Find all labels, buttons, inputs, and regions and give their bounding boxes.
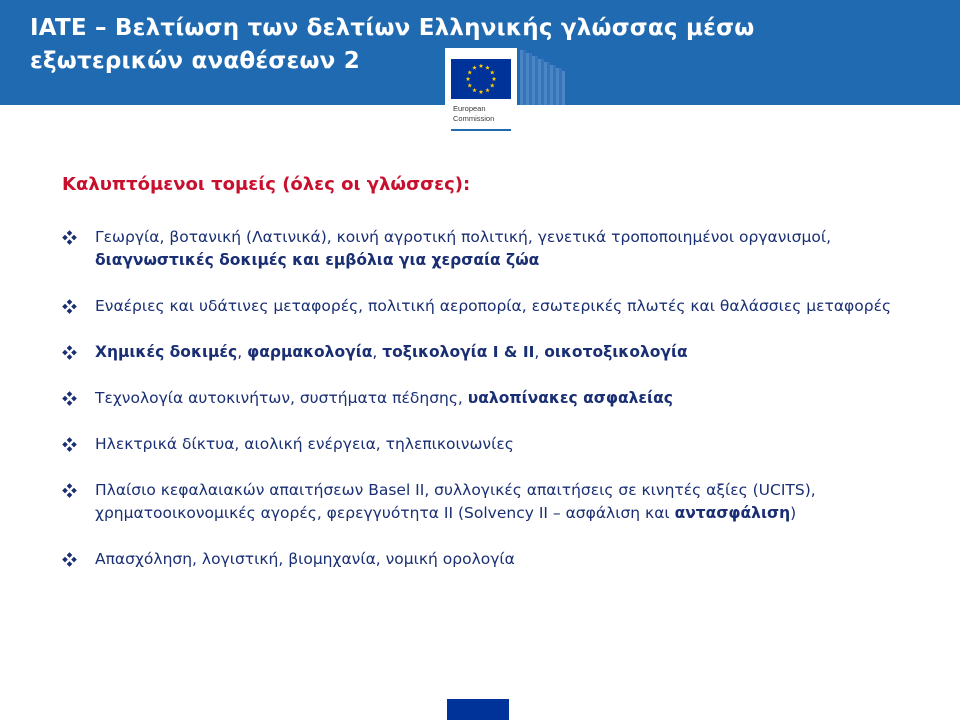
section-title: Καλυπτόμενοι τομείς (όλες οι γλώσσες): (62, 174, 471, 195)
bullet-list (62, 226, 892, 594)
bullet-text-segment: Ηλεκτρικά δίκτυα, αιολική ενέργεια, τηλεπικοινωνίες (95, 435, 514, 453)
logo-text (453, 104, 494, 124)
bullet-text-bold: τοξικολογία I & II (382, 343, 535, 361)
bullet-item (62, 433, 892, 456)
european-commission-logo (445, 48, 517, 136)
bullet-text-bold: Χημικές δοκιμές (95, 343, 238, 361)
eu-flag-icon (451, 59, 511, 99)
footer-flag-block (447, 699, 509, 720)
bullet-item (62, 295, 892, 318)
bullet-item (62, 479, 892, 525)
bullet-text-segment: Απασχόληση, λογιστική, βιομηχανία, νομική ορολογία (95, 550, 515, 568)
bullet-text (95, 481, 816, 522)
four-diamond-icon (62, 483, 77, 498)
logo-text-line-2: Commission (453, 114, 495, 123)
four-diamond-icon (62, 299, 77, 314)
bullet-text (95, 389, 673, 407)
bullet-text-segment: Εναέριες και υδάτινες μεταφορές, πολιτική αεροπορία, εσωτερικές πλωτές και θαλάσσιες μεταφορές (95, 297, 892, 315)
bullet-text-segment: , (237, 343, 248, 361)
four-diamond-icon (62, 552, 77, 567)
logo-text-line-1: European (453, 104, 486, 113)
bullet-text-bold: υαλοπίνακες ασφαλείας (467, 389, 673, 407)
four-diamond-icon (62, 391, 77, 406)
bullet-item (62, 387, 892, 410)
bullet-text (95, 343, 688, 361)
bullet-text-bold: φαρμακολογία (247, 343, 373, 361)
bullet-text-bold: αντασφάλιση (674, 504, 791, 522)
bullet-text-segment: Γεωργία, βοτανική (Λατινικά), κοινή αγροτική πολιτική, γενετικά τροποποιημένοι οργανισμοί, (95, 228, 832, 246)
logo-underline (451, 129, 511, 131)
four-diamond-icon (62, 437, 77, 452)
bullet-text (95, 228, 831, 269)
bullet-item (62, 548, 892, 571)
bullet-text-bold: διαγνωστικές δοκιμές και εμβόλια για χερσαία ζώα (95, 251, 540, 269)
bullet-text-segment: , (534, 343, 545, 361)
bullet-text (95, 435, 514, 453)
slide-title-line-1: IATE – Βελτίωση των δελτίων Ελληνικής γλώσσας μέσω (30, 15, 755, 41)
bullet-item (62, 341, 892, 364)
bullet-text-segment: Πλαίσιο κεφαλαιακών απαιτήσεων Basel II, συλλογικές απαιτήσεις σε κινητές αξίες (UCITS), χρηματοοικονομικές αγορές, φερεγγυότητα II (Solvency II – ασφάλιση και (95, 481, 816, 522)
bullet-text-segment: Τεχνολογία αυτοκινήτων, συστήματα πέδησης, (95, 389, 468, 407)
slide-title-line-2: εξωτερικών αναθέσεων 2 (30, 48, 360, 74)
bullet-text-segment: ) (790, 504, 797, 522)
bullet-text-segment: , (372, 343, 383, 361)
bullet-text (95, 550, 515, 568)
bullet-text (95, 297, 891, 315)
bullet-item (62, 226, 892, 272)
bullet-text-bold: οικοτοξικολογία (544, 343, 688, 361)
four-diamond-icon (62, 230, 77, 245)
four-diamond-icon (62, 345, 77, 360)
